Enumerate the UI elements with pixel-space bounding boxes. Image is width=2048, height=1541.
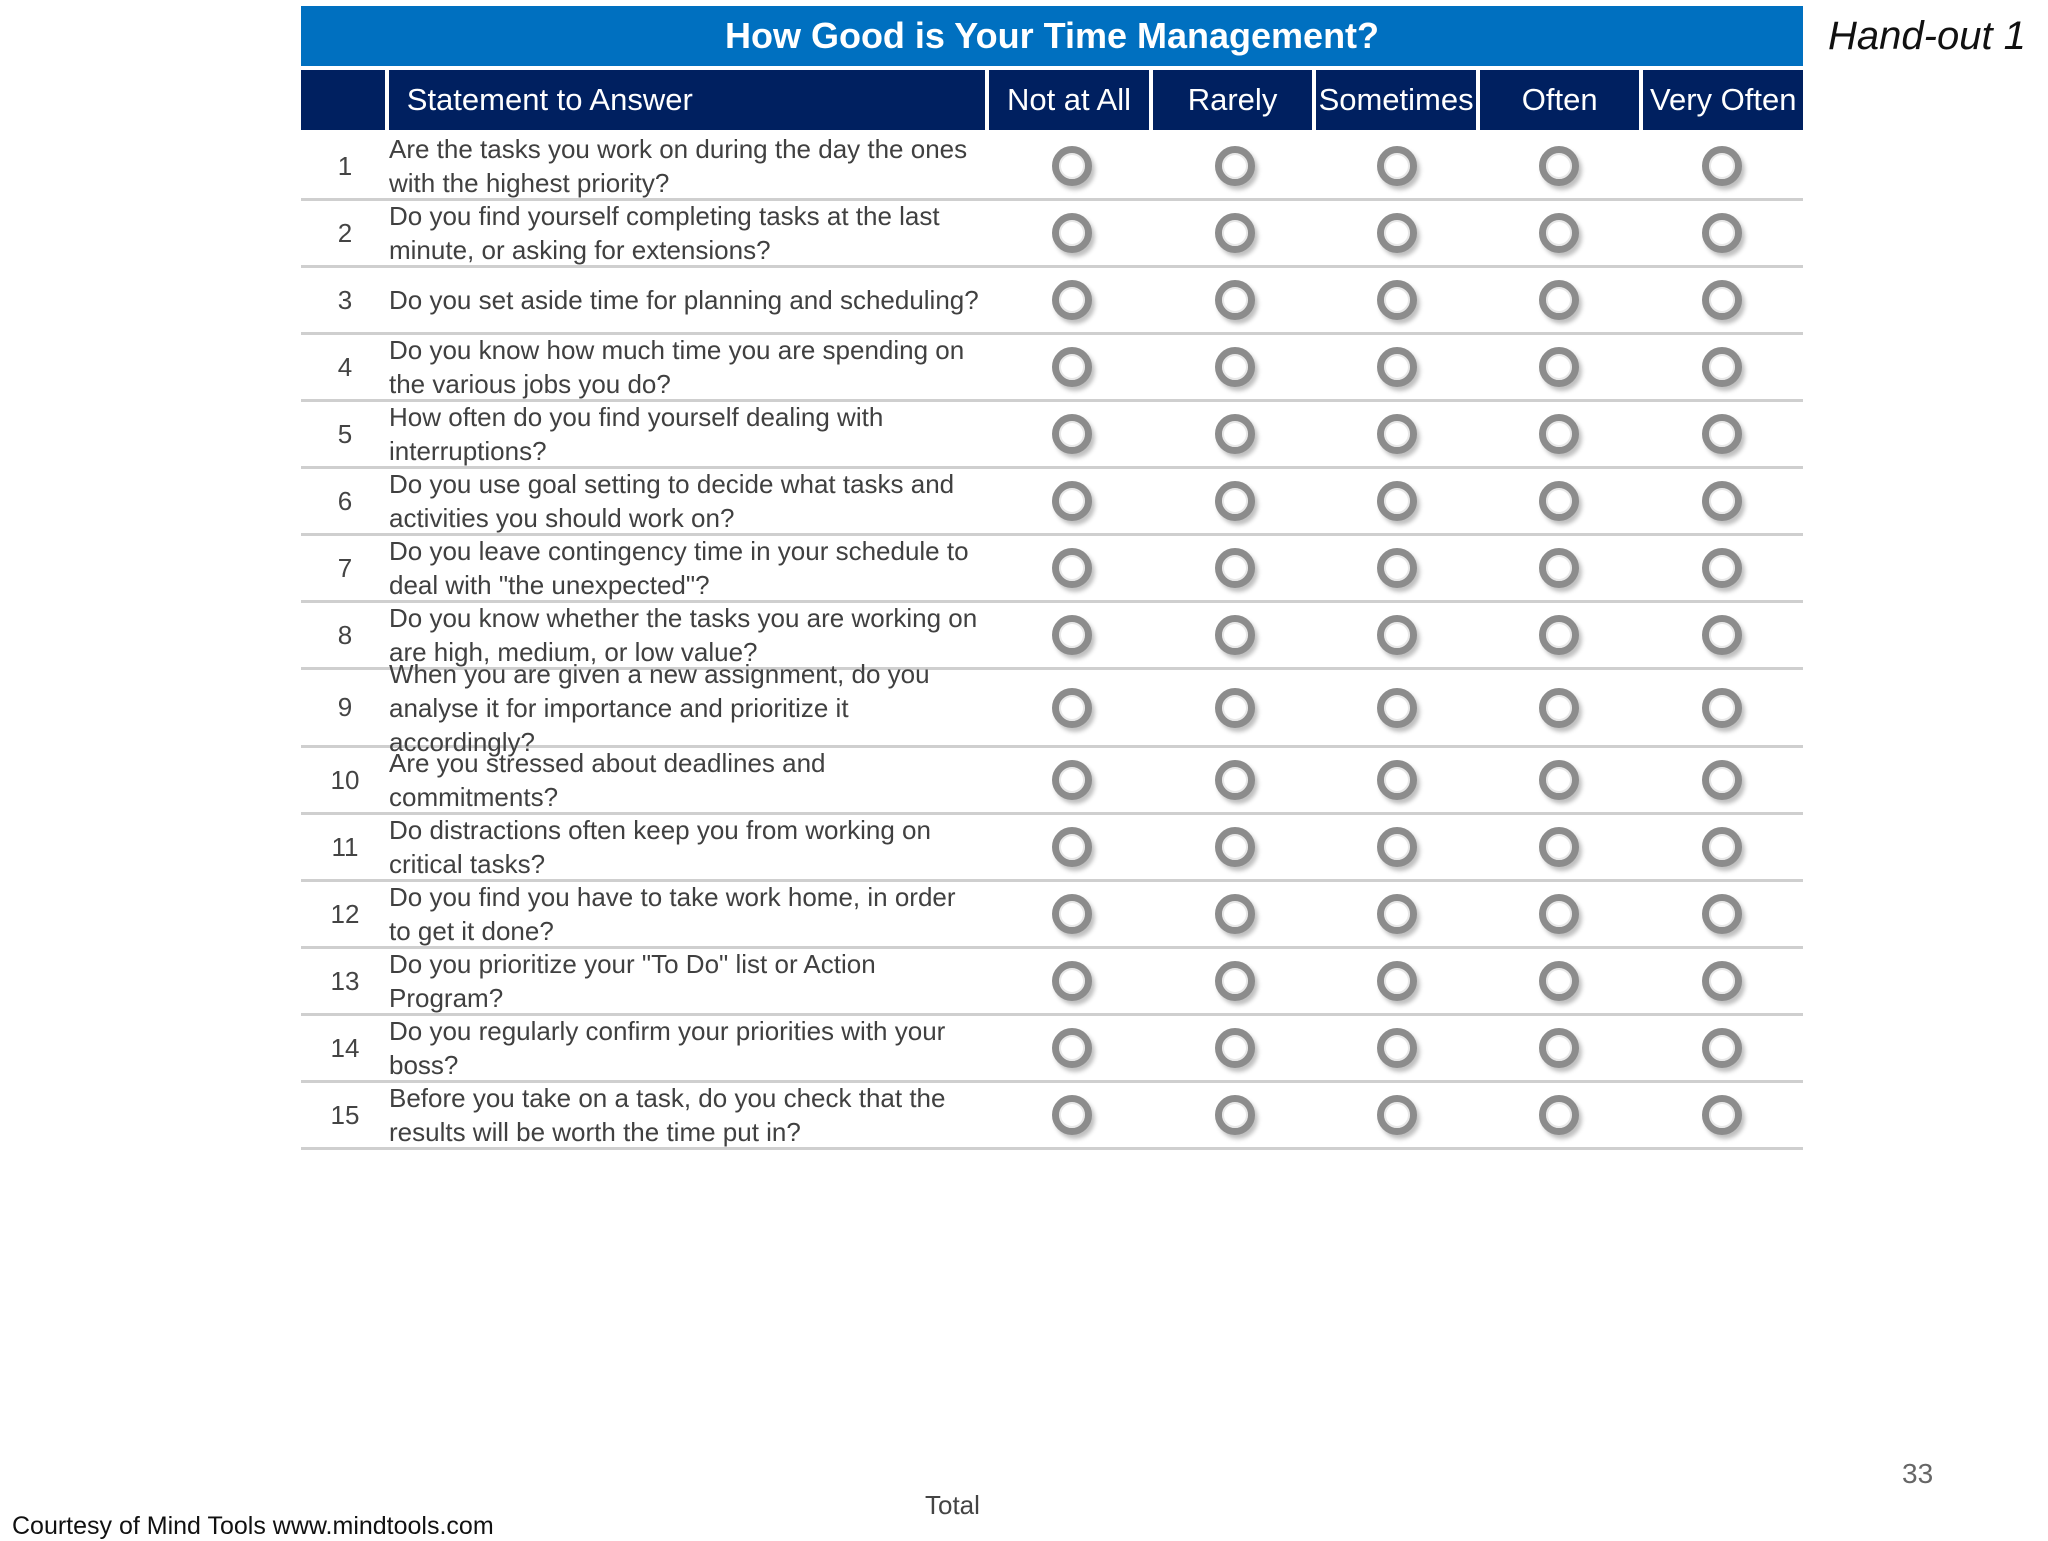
- answer-radio-button[interactable]: [1702, 1095, 1742, 1135]
- answer-radio-button[interactable]: [1052, 280, 1092, 320]
- radio-cell: [1641, 961, 1803, 1001]
- question-number: 7: [337, 552, 353, 583]
- radio-cell: [1478, 760, 1640, 800]
- answer-options: [991, 548, 1803, 588]
- radio-cell: [1478, 827, 1640, 867]
- radio-cell: [991, 548, 1153, 588]
- answer-radio-button[interactable]: [1377, 1095, 1417, 1135]
- radio-cell: [1316, 347, 1478, 387]
- radio-cell: [1153, 548, 1315, 588]
- radio-cell: [1641, 894, 1803, 934]
- question-text: Do you regularly confirm your priorities with your boss?: [389, 1016, 946, 1080]
- answer-options: [991, 961, 1803, 1001]
- question-row: [301, 1016, 1803, 1083]
- answer-radio-button[interactable]: [1539, 1028, 1579, 1068]
- answer-radio-button[interactable]: [1052, 548, 1092, 588]
- radio-cell: [991, 213, 1153, 253]
- answer-radio-button[interactable]: [1377, 481, 1417, 521]
- question-row: [301, 402, 1803, 469]
- radio-cell: [1153, 1095, 1315, 1135]
- answer-radio-button[interactable]: [1377, 280, 1417, 320]
- radio-cell: [1316, 1028, 1478, 1068]
- answer-radio-button[interactable]: [1215, 146, 1255, 186]
- answer-radio-button[interactable]: [1215, 347, 1255, 387]
- question-text: Are the tasks you work on during the day the ones with the highest priority?: [389, 134, 968, 198]
- radio-cell: [1641, 615, 1803, 655]
- radio-cell: [1641, 1028, 1803, 1068]
- question-number: 4: [337, 351, 353, 382]
- radio-cell: [1478, 213, 1640, 253]
- radio-cell: [1153, 280, 1315, 320]
- answer-options: [991, 827, 1803, 867]
- answer-radio-button[interactable]: [1539, 894, 1579, 934]
- answer-radio-button[interactable]: [1539, 961, 1579, 1001]
- radio-cell: [1478, 961, 1640, 1001]
- radio-cell: [1641, 280, 1803, 320]
- radio-cell: [1478, 688, 1640, 728]
- answer-radio-button[interactable]: [1377, 894, 1417, 934]
- radio-cell: [1153, 414, 1315, 454]
- answer-radio-button[interactable]: [1702, 615, 1742, 655]
- radio-cell: [1478, 280, 1640, 320]
- answer-radio-button[interactable]: [1702, 414, 1742, 454]
- answer-radio-button[interactable]: [1052, 827, 1092, 867]
- question-text: Do you use goal setting to decide what tasks and activities you should work on?: [389, 469, 955, 533]
- answer-radio-button[interactable]: [1702, 146, 1742, 186]
- answer-radio-button[interactable]: [1215, 688, 1255, 728]
- header-option-not-at-all: Not at All: [989, 70, 1149, 130]
- radio-cell: [1316, 615, 1478, 655]
- radio-cell: [1478, 414, 1640, 454]
- question-row: [301, 658, 1803, 757]
- answer-options: [991, 615, 1803, 655]
- answer-radio-button[interactable]: [1539, 615, 1579, 655]
- answer-radio-button[interactable]: [1052, 894, 1092, 934]
- answer-radio-button[interactable]: [1052, 213, 1092, 253]
- answer-radio-button[interactable]: [1539, 414, 1579, 454]
- radio-cell: [991, 414, 1153, 454]
- answer-radio-button[interactable]: [1539, 213, 1579, 253]
- answer-radio-button[interactable]: [1052, 961, 1092, 1001]
- radio-cell: [991, 894, 1153, 934]
- answer-radio-button[interactable]: [1377, 688, 1417, 728]
- table-header: [301, 70, 1803, 130]
- radio-cell: [991, 688, 1153, 728]
- answer-radio-button[interactable]: [1215, 827, 1255, 867]
- answer-radio-button[interactable]: [1539, 548, 1579, 588]
- radio-cell: [1316, 146, 1478, 186]
- answer-radio-button[interactable]: [1702, 961, 1742, 1001]
- header-option-very-often: Very Often: [1643, 70, 1803, 130]
- radio-cell: [1641, 347, 1803, 387]
- answer-radio-button[interactable]: [1377, 414, 1417, 454]
- radio-cell: [1316, 827, 1478, 867]
- question-text: Do you leave contingency time in your schedule to deal with "the unexpected"?: [389, 536, 969, 600]
- answer-options: [991, 481, 1803, 521]
- radio-cell: [1641, 760, 1803, 800]
- question-number: 11: [331, 831, 359, 862]
- answer-options: [991, 146, 1803, 186]
- header-option-sometimes: Sometimes: [1316, 70, 1476, 130]
- radio-cell: [1153, 827, 1315, 867]
- page-title: How Good is Your Time Management?: [301, 6, 1803, 66]
- question-number: 3: [337, 284, 353, 315]
- question-text: Before you take on a task, do you check that the results will be worth the time put in?: [389, 1083, 946, 1147]
- question-row: [301, 268, 1803, 335]
- radio-cell: [1641, 213, 1803, 253]
- answer-radio-button[interactable]: [1377, 615, 1417, 655]
- radio-cell: [991, 146, 1153, 186]
- question-text: Do distractions often keep you from working on critical tasks?: [389, 815, 931, 879]
- radio-cell: [991, 1028, 1153, 1068]
- question-number: 6: [337, 485, 353, 516]
- courtesy-footer: Courtesy of Mind Tools www.mindtools.com: [12, 1512, 494, 1540]
- page-number: 33: [1902, 1458, 1934, 1489]
- question-row: [301, 882, 1803, 949]
- radio-cell: [1316, 481, 1478, 521]
- question-row: [301, 335, 1803, 402]
- answer-radio-button[interactable]: [1215, 894, 1255, 934]
- radio-cell: [1478, 347, 1640, 387]
- question-row: [301, 949, 1803, 1016]
- answer-radio-button[interactable]: [1377, 213, 1417, 253]
- answer-radio-button[interactable]: [1377, 548, 1417, 588]
- question-row: [301, 469, 1803, 536]
- answer-options: [991, 1095, 1803, 1135]
- question-row: [301, 1083, 1803, 1150]
- answer-radio-button[interactable]: [1215, 1028, 1255, 1068]
- radio-cell: [1478, 615, 1640, 655]
- header-statement: Statement to Answer: [389, 70, 985, 130]
- radio-cell: [1478, 894, 1640, 934]
- radio-cell: [1316, 414, 1478, 454]
- question-text: How often do you find yourself dealing with interruptions?: [389, 402, 884, 466]
- radio-cell: [991, 280, 1153, 320]
- radio-cell: [1316, 760, 1478, 800]
- radio-cell: [1316, 548, 1478, 588]
- answer-radio-button[interactable]: [1215, 481, 1255, 521]
- radio-cell: [1153, 213, 1315, 253]
- answer-radio-button[interactable]: [1215, 615, 1255, 655]
- radio-cell: [1153, 760, 1315, 800]
- answer-radio-button[interactable]: [1539, 280, 1579, 320]
- answer-radio-button[interactable]: [1215, 760, 1255, 800]
- radio-cell: [1153, 615, 1315, 655]
- answer-radio-button[interactable]: [1215, 548, 1255, 588]
- question-number: 15: [330, 1099, 360, 1130]
- question-row: [301, 748, 1803, 815]
- radio-cell: [1316, 280, 1478, 320]
- question-text: When you are given a new assignment, do you analyse it for importance and prioritize it accordingly?: [389, 658, 930, 757]
- answer-radio-button[interactable]: [1052, 615, 1092, 655]
- answer-options: [991, 280, 1803, 320]
- radio-cell: [1153, 688, 1315, 728]
- total-label: Total: [925, 1490, 980, 1520]
- radio-cell: [991, 961, 1153, 1001]
- radio-cell: [1316, 1095, 1478, 1135]
- answer-radio-button[interactable]: [1215, 280, 1255, 320]
- radio-cell: [1641, 827, 1803, 867]
- answer-radio-button[interactable]: [1052, 760, 1092, 800]
- radio-cell: [991, 1095, 1153, 1135]
- answer-radio-button[interactable]: [1702, 280, 1742, 320]
- radio-cell: [1316, 213, 1478, 253]
- answer-radio-button[interactable]: [1702, 213, 1742, 253]
- question-text: Do you prioritize your "To Do" list or Action Program?: [389, 949, 876, 1013]
- question-number: 13: [330, 965, 360, 996]
- question-text: Do you know whether the tasks you are working on are high, medium, or low value?: [389, 603, 978, 667]
- question-row: [301, 201, 1803, 268]
- answer-radio-button[interactable]: [1215, 213, 1255, 253]
- answer-radio-button[interactable]: [1052, 146, 1092, 186]
- answer-radio-button[interactable]: [1052, 688, 1092, 728]
- radio-cell: [1153, 1028, 1315, 1068]
- answer-radio-button[interactable]: [1215, 961, 1255, 1001]
- answer-radio-button[interactable]: [1377, 760, 1417, 800]
- answer-options: [991, 894, 1803, 934]
- question-row: [301, 536, 1803, 603]
- question-row: [301, 134, 1803, 201]
- radio-cell: [1153, 146, 1315, 186]
- radio-cell: [1153, 347, 1315, 387]
- question-number: 14: [330, 1032, 360, 1063]
- answer-radio-button[interactable]: [1539, 1095, 1579, 1135]
- question-number: 8: [337, 619, 353, 650]
- answer-radio-button[interactable]: [1377, 827, 1417, 867]
- answer-options: [991, 213, 1803, 253]
- question-table: [301, 134, 1803, 1150]
- answer-radio-button[interactable]: [1377, 347, 1417, 387]
- radio-cell: [1641, 481, 1803, 521]
- answer-radio-button[interactable]: [1052, 414, 1092, 454]
- radio-cell: [1478, 146, 1640, 186]
- answer-radio-button[interactable]: [1702, 894, 1742, 934]
- header-option-often: Often: [1480, 70, 1640, 130]
- question-number: 1: [337, 150, 353, 181]
- header-option-rarely: Rarely: [1153, 70, 1313, 130]
- radio-cell: [1641, 146, 1803, 186]
- answer-radio-button[interactable]: [1702, 1028, 1742, 1068]
- question-text: Do you find yourself completing tasks at the last minute, or asking for extensions?: [389, 201, 940, 265]
- radio-cell: [1153, 481, 1315, 521]
- radio-cell: [1478, 1095, 1640, 1135]
- question-number: 9: [337, 692, 353, 722]
- answer-radio-button[interactable]: [1539, 688, 1579, 728]
- answer-radio-button[interactable]: [1215, 1095, 1255, 1135]
- answer-radio-button[interactable]: [1377, 146, 1417, 186]
- question-number: 10: [330, 764, 360, 795]
- answer-options: [991, 688, 1803, 728]
- radio-cell: [1316, 688, 1478, 728]
- radio-cell: [1316, 961, 1478, 1001]
- answer-radio-button[interactable]: [1539, 827, 1579, 867]
- answer-options: [991, 1028, 1803, 1068]
- answer-radio-button[interactable]: [1052, 347, 1092, 387]
- radio-cell: [1153, 961, 1315, 1001]
- radio-cell: [1478, 1028, 1640, 1068]
- answer-radio-button[interactable]: [1539, 146, 1579, 186]
- answer-radio-button[interactable]: [1702, 548, 1742, 588]
- answer-options: [991, 760, 1803, 800]
- radio-cell: [991, 827, 1153, 867]
- answer-radio-button[interactable]: [1052, 1095, 1092, 1135]
- question-number: 12: [330, 898, 360, 929]
- answer-radio-button[interactable]: [1539, 760, 1579, 800]
- radio-cell: [991, 615, 1153, 655]
- answer-radio-button[interactable]: [1377, 961, 1417, 1001]
- radio-cell: [991, 347, 1153, 387]
- answer-radio-button[interactable]: [1702, 760, 1742, 800]
- question-text: Are you stressed about deadlines and commitments?: [389, 748, 826, 812]
- radio-cell: [1641, 548, 1803, 588]
- answer-radio-button[interactable]: [1702, 827, 1742, 867]
- answer-radio-button[interactable]: [1377, 1028, 1417, 1068]
- answer-radio-button[interactable]: [1702, 481, 1742, 521]
- question-text: Do you set aside time for planning and scheduling?: [389, 285, 979, 315]
- answer-options: [991, 414, 1803, 454]
- handout-label: Hand-out 1: [1828, 14, 2026, 58]
- answer-radio-button[interactable]: [1052, 481, 1092, 521]
- radio-cell: [991, 481, 1153, 521]
- answer-radio-button[interactable]: [1215, 414, 1255, 454]
- radio-cell: [1316, 894, 1478, 934]
- question-row: [301, 815, 1803, 882]
- radio-cell: [1478, 481, 1640, 521]
- answer-radio-button[interactable]: [1539, 481, 1579, 521]
- radio-cell: [1153, 894, 1315, 934]
- answer-radio-button[interactable]: [1702, 688, 1742, 728]
- radio-cell: [1478, 548, 1640, 588]
- answer-radio-button[interactable]: [1052, 1028, 1092, 1068]
- question-number: 5: [337, 418, 353, 449]
- answer-radio-button[interactable]: [1702, 347, 1742, 387]
- radio-cell: [1641, 414, 1803, 454]
- radio-cell: [1641, 1095, 1803, 1135]
- question-number: 2: [337, 217, 353, 248]
- question-text: Do you know how much time you are spending on the various jobs you do?: [389, 335, 965, 399]
- header-number-cell: [301, 70, 385, 130]
- question-text: Do you find you have to take work home, in order to get it done?: [389, 882, 956, 946]
- answer-options: [991, 347, 1803, 387]
- answer-radio-button[interactable]: [1539, 347, 1579, 387]
- radio-cell: [1641, 688, 1803, 728]
- radio-cell: [991, 760, 1153, 800]
